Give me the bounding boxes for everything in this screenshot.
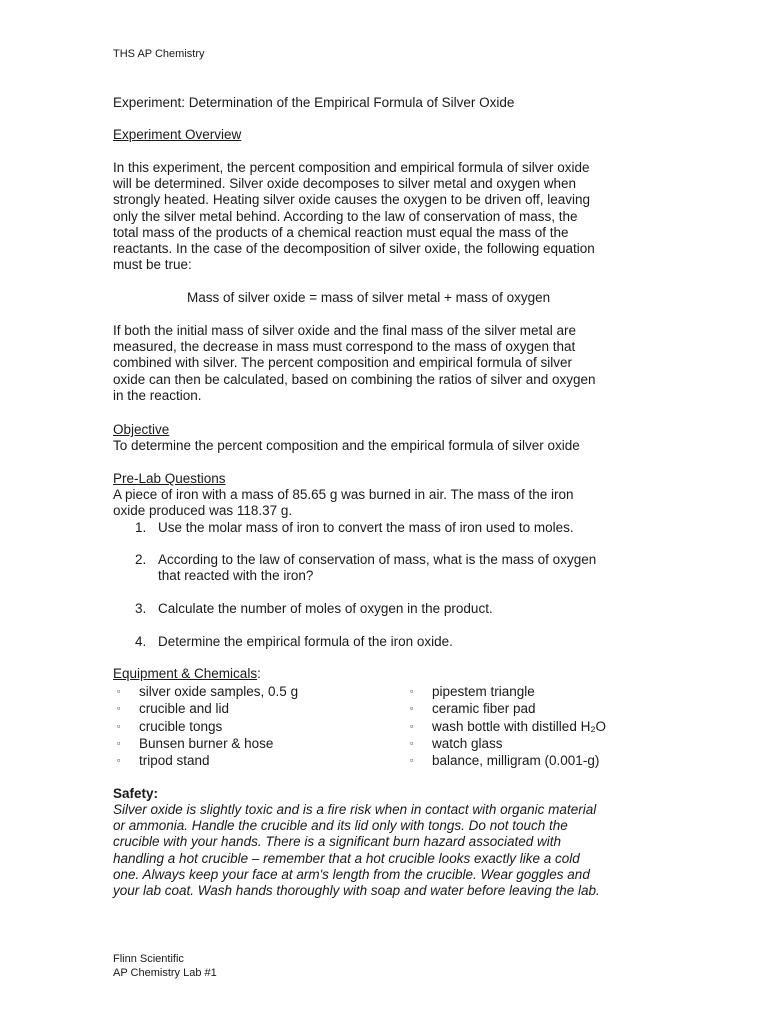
objective-text (113, 438, 653, 454)
list-item (113, 683, 298, 700)
bullet-icon: ▫ (410, 737, 414, 748)
bullet-icon: ▫ (410, 720, 414, 731)
safety-line: your lab coat. Wash hands thoroughly with soap and water before leaving the lab. (113, 883, 600, 899)
bullet-icon: ▫ (117, 686, 121, 696)
question-text: Calculate the number of moles of oxygen in the product. (158, 601, 493, 616)
safety-heading: Safety: (113, 786, 159, 801)
overview-line: must be true: (113, 257, 192, 273)
bullet-icon: ▫ (117, 755, 121, 766)
equipment-item-label: crucible and lid (139, 701, 230, 717)
equipment-list-right (406, 683, 606, 769)
list-item (113, 735, 298, 752)
bullet-icon: ▫ (410, 686, 414, 696)
page-footer (113, 952, 217, 980)
safety-line: one. Always keep your face at arm's length from the crucible. Wear goggles and (113, 866, 590, 882)
equipment-item-label: pipestem triangle (432, 684, 535, 699)
prelab-question-3 (135, 601, 493, 617)
safety-line: or ammonia. Handle the crucible and its lid only with tongs. Do not touch the (113, 818, 568, 834)
equipment-item-label: balance, milligram (0.001-g) (432, 753, 600, 769)
equipment-item-label: watch glass (432, 735, 503, 751)
overview-line: In this experiment, the percent composition and empirical formula of silver oxide (113, 160, 590, 175)
footer-publisher: Flinn Scientific (113, 953, 184, 965)
overview-line: in the reaction. (113, 387, 202, 403)
bullet-icon: ▫ (117, 737, 121, 748)
overview-line: only the silver metal behind. According to the law of conservation of mass, the (113, 208, 578, 224)
overview-line: measured, the decrease in mass must correspond to the mass of oxygen that (113, 339, 576, 355)
overview-paragraph-2 (113, 323, 653, 404)
question-number: 2. (135, 552, 147, 567)
list-item (406, 718, 606, 735)
list-item (406, 683, 606, 700)
bullet-icon: ▫ (410, 703, 414, 714)
question-text: According to the law of conservation of mass, what is the mass of oxygen (158, 552, 597, 567)
question-text: Determine the empirical formula of the iron oxide. (158, 634, 453, 649)
equipment-heading: Equipment & Chemicals (113, 666, 258, 681)
overview-line: total mass of the products of a chemical reaction must equal the mass of the (113, 224, 569, 240)
prelab-question-4 (135, 634, 453, 650)
safety-line: handling a hot crucible – remember that a hot crucible looks exactly like a cold (113, 850, 580, 866)
list-item (113, 718, 298, 735)
overview-heading: Experiment Overview (113, 127, 242, 142)
footer-lab-label: AP Chemistry Lab #1 (113, 967, 217, 979)
equipment-item-label: crucible tongs (139, 718, 223, 734)
mass-equation: Mass of silver oxide = mass of silver metal + mass of oxygen (187, 290, 551, 305)
equipment-heading-row (113, 666, 261, 681)
list-item (406, 700, 606, 717)
bullet-icon: ▫ (117, 720, 121, 731)
overview-line: reactants. In the case of the decomposition of silver oxide, the following equation (113, 241, 595, 257)
prelab-intro-line: A piece of iron with a mass of 85.65 g was burned in air. The mass of the iron (113, 487, 574, 502)
bullet-icon: ▫ (117, 703, 121, 714)
experiment-title: Experiment: Determination of the Empirical Formula of Silver Oxide (113, 95, 515, 110)
equipment-heading-colon: : (257, 666, 261, 681)
objective-heading: Objective (113, 422, 170, 437)
safety-line: Silver oxide is slightly toxic and is a fire risk when in contact with organic material (113, 802, 597, 817)
overview-line: If both the initial mass of silver oxide and the final mass of the silver metal are (113, 323, 576, 338)
overview-line: strongly heated. Heating silver oxide causes the oxygen to be driven off, leaving (113, 192, 591, 208)
page-header: THS AP Chemistry (113, 48, 205, 60)
equipment-item-label: wash bottle with distilled H₂O (432, 718, 607, 734)
objective-line: To determine the percent composition and the empirical formula of silver oxide (113, 438, 580, 453)
equipment-item-label: Bunsen burner & hose (139, 735, 274, 751)
prelab-intro (113, 487, 653, 519)
safety-paragraph (113, 802, 600, 899)
equipment-item-label: tripod stand (139, 753, 210, 769)
overview-paragraph (113, 160, 653, 273)
question-text-continued: that reacted with the iron? (158, 568, 314, 584)
prelab-intro-line: oxide produced was 118.37 g. (113, 503, 293, 519)
equipment-item-label: silver oxide samples, 0.5 g (139, 684, 299, 699)
list-item (406, 735, 606, 752)
prelab-question-1 (135, 520, 574, 536)
safety-line: crucible with your hands. There is a significant burn hazard associated with (113, 834, 561, 850)
question-number: 4. (135, 634, 147, 649)
prelab-heading: Pre-Lab Questions (113, 471, 226, 486)
question-text: Use the molar mass of iron to convert the mass of iron used to moles. (158, 520, 574, 535)
bullet-icon: ▫ (410, 755, 414, 766)
prelab-question-2 (135, 552, 596, 584)
list-item (406, 752, 606, 769)
overview-line: combined with silver. The percent composition and empirical formula of silver (113, 355, 572, 371)
overview-line: oxide can then be calculated, based on combining the ratios of silver and oxygen (113, 371, 596, 387)
equipment-item-label: ceramic fiber pad (432, 701, 536, 717)
question-number: 3. (135, 601, 147, 616)
overview-line: will be determined. Silver oxide decomposes to silver metal and oxygen when (113, 176, 576, 192)
question-number: 1. (135, 520, 147, 535)
list-item (113, 700, 298, 717)
list-item (113, 752, 298, 769)
equipment-list-left (113, 683, 298, 769)
